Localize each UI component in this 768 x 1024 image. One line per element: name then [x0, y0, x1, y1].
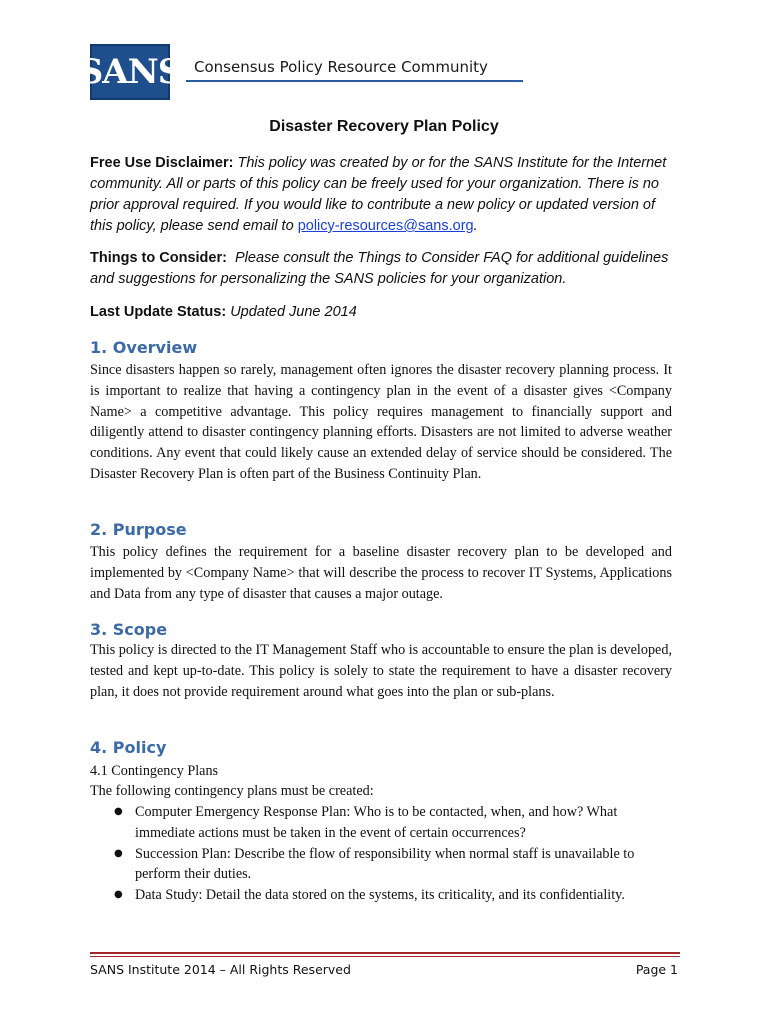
- bullet-icon: ●: [114, 847, 123, 859]
- disclaimer-end: .: [473, 218, 478, 234]
- sans-logo: [78, 44, 182, 100]
- status-text: Updated June 2014: [230, 304, 357, 320]
- heading-scope: 3. Scope: [90, 620, 168, 639]
- heading-policy: 4. Policy: [90, 738, 167, 757]
- logo-text: SANS: [78, 52, 182, 92]
- disclaimer-label: Free Use Disclaimer:: [90, 155, 234, 171]
- list-item: [90, 885, 680, 906]
- bullet-icon: ●: [114, 889, 123, 901]
- consider-label: Things to Consider:: [90, 250, 227, 266]
- community-title: Consensus Policy Resource Community: [194, 58, 488, 76]
- list-item-text: Computer Emergency Response Plan: Who is to be contacted, when, and how? What immediate actions must be taken in the event of certain occurrences?: [135, 804, 618, 841]
- status-paragraph: [90, 302, 680, 323]
- disclaimer-paragraph: [90, 153, 680, 237]
- purpose-body: This policy defines the requirement for a baseline disaster recovery plan to be developed and implemented by <Company Name> that will describe the process to recover IT Systems, Applications and Data from any type of disaster that causes a major outage.: [90, 544, 672, 602]
- policy-subheading: 4.1 Contingency Plans: [90, 763, 219, 779]
- email-link[interactable]: policy-resources@sans.org: [297, 218, 474, 234]
- contingency-plan-list: [90, 802, 680, 906]
- page-number: Page 1: [635, 962, 678, 977]
- list-item-text: Succession Plan: Describe the flow of responsibility when normal staff is unavailable to perform their duties.: [135, 845, 635, 883]
- list-item: [90, 802, 680, 844]
- header-divider: [186, 80, 523, 82]
- list-item-text: Data Study: Detail the data stored on the systems, its criticality, and its confidentiality.: [135, 887, 625, 904]
- footer-divider-thin: [90, 956, 680, 957]
- scope-body: This policy is directed to the IT Management Staff who is accountable to ensure the plan is developed, tested and kept up-to-date. This policy is solely to state the requirement to have a disaster recovery plan, it does not provide requirement around what goes into the plan or sub-plans.: [90, 642, 672, 700]
- footer-copyright: SANS Institute 2014 – All Rights Reserved: [90, 962, 351, 977]
- consider-text: Please consult the Things to Consider FAQ for additional guidelines and suggestions for personalizing the SANS policies for your organization.: [90, 250, 669, 287]
- disclaimer-text: This policy was created by or for the SANS Institute for the Internet community. All or parts of this policy can be freely used for your organization. There is no prior approval required. If you would like to contribute a new policy or updated version of this policy, please send email to: [90, 155, 667, 234]
- bullet-icon: ●: [114, 806, 123, 817]
- heading-overview: 1. Overview: [90, 338, 198, 357]
- document-title: Disaster Recovery Plan Policy: [269, 118, 499, 135]
- consider-paragraph: [90, 248, 680, 290]
- overview-body: Since disasters happen so rarely, management often ignores the disaster recovery planning process. It is important to realize that having a contingency plan in the event of a disaster gives <Company Name> a competitive advantage. This policy requires management to financially support and diligently attend to disaster contingency planning efforts. Disasters are not limited to adverse weather conditions. Any event that could likely cause an extended delay of service should be considered. The Disaster Recovery Plan is often part of the Business Continuity Plan.: [90, 362, 672, 482]
- list-item: [90, 844, 680, 886]
- policy-intro: The following contingency plans must be created:: [90, 783, 374, 799]
- heading-purpose: 2. Purpose: [90, 520, 187, 539]
- status-label: Last Update Status:: [90, 304, 227, 320]
- footer-divider: [90, 952, 680, 954]
